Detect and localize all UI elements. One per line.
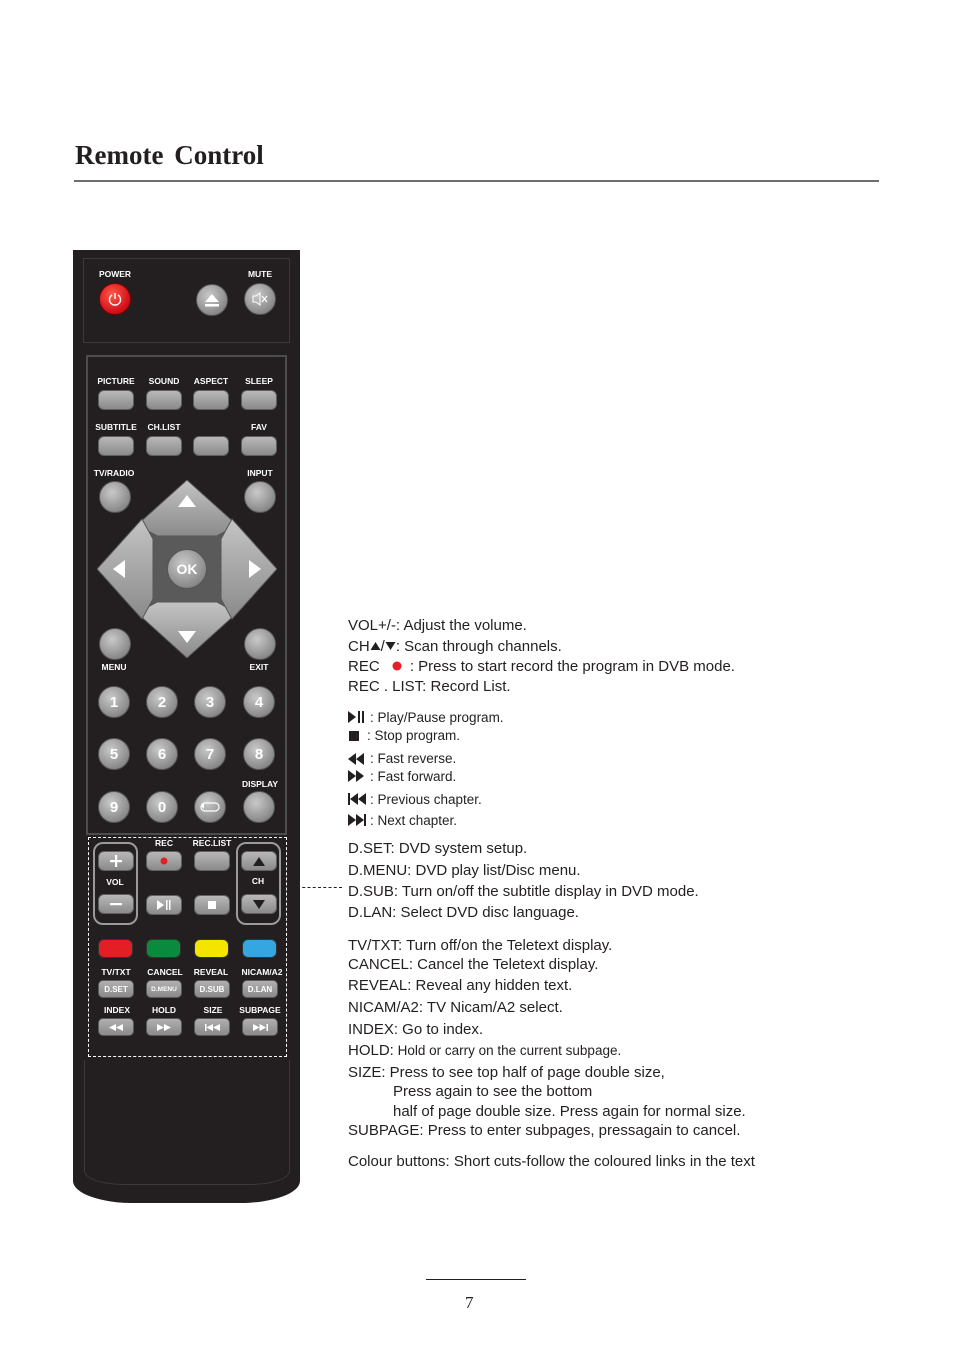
digit-7-button[interactable]: 7	[194, 738, 226, 770]
desc-ch: CH / : Scan through channels.	[348, 638, 562, 655]
mute-button[interactable]	[244, 283, 276, 315]
subpage-button[interactable]	[242, 1018, 278, 1036]
picture-button[interactable]	[98, 390, 134, 410]
desc-nicam: NICAM/A2: TV Nicam/A2 select.	[348, 999, 563, 1016]
index-button[interactable]	[98, 1018, 134, 1036]
desc-stop: : Stop program.	[367, 728, 461, 743]
power-label: POWER	[98, 269, 132, 279]
desc-fast-reverse: : Fast reverse.	[370, 751, 457, 766]
fav-label: FAV	[251, 422, 267, 432]
eject-icon	[204, 293, 220, 307]
size-button[interactable]	[194, 1018, 230, 1036]
next-chapter-icon	[348, 814, 366, 826]
eject-button[interactable]	[196, 284, 228, 316]
ch-list-label: CH.LIST	[147, 422, 181, 432]
desc-size-line2: Press again to see the bottom	[393, 1083, 593, 1100]
recall-button[interactable]	[194, 791, 226, 823]
yellow-button[interactable]	[194, 939, 229, 958]
sound-label: SOUND	[148, 376, 180, 386]
power-button[interactable]	[99, 283, 131, 315]
rec-label: REC	[155, 838, 173, 848]
vol-down-button[interactable]	[98, 894, 134, 914]
desc-d-set: D.SET: DVD system setup.	[348, 840, 528, 857]
vol-up-button[interactable]	[98, 851, 134, 871]
desc-size-line3: half of page double size. Press again for normal size.	[393, 1103, 746, 1120]
minus-icon	[110, 902, 122, 906]
exit-label: EXIT	[249, 662, 269, 672]
digit-5-button[interactable]: 5	[98, 738, 130, 770]
exit-button[interactable]	[244, 628, 276, 660]
subtitle-button[interactable]	[98, 436, 134, 456]
subpage-label: SUBPAGE	[239, 1005, 281, 1015]
desc-ch-prefix: CH	[348, 638, 370, 655]
ch-up-icon	[253, 857, 265, 866]
d-lan-button[interactable]: D.LAN	[242, 980, 278, 998]
d-sub-button[interactable]: D.SUB	[194, 980, 230, 998]
ch-down-icon	[253, 900, 265, 909]
previous-chapter-icon	[205, 1024, 220, 1031]
previous-chapter-icon	[348, 793, 366, 805]
red-button[interactable]	[98, 939, 133, 958]
blue-button[interactable]	[242, 939, 277, 958]
stop-icon	[349, 731, 359, 741]
display-button[interactable]	[243, 791, 275, 823]
green-button[interactable]	[146, 939, 181, 958]
digit-6-button[interactable]: 6	[146, 738, 178, 770]
plus-icon	[110, 855, 122, 867]
desc-cancel: CANCEL: Cancel the Teletext display.	[348, 956, 599, 973]
rec-list-label: REC.LIST	[192, 838, 232, 848]
nav-down-button[interactable]	[137, 602, 237, 658]
menu-label: MENU	[101, 662, 127, 672]
recall-icon	[199, 801, 221, 813]
desc-rec-text: : Press to start record the program in DVB mode.	[409, 658, 735, 675]
play-pause-button[interactable]	[146, 895, 182, 915]
desc-ch-text: : Scan through channels.	[395, 638, 562, 655]
ch-down-button[interactable]	[241, 894, 277, 914]
fast-forward-icon	[157, 1024, 171, 1031]
hold-button[interactable]	[146, 1018, 182, 1036]
reveal-label: REVEAL	[193, 967, 229, 977]
stop-button[interactable]	[194, 895, 230, 915]
desc-tv-txt: TV/TXT: Turn off/on the Teletext display.	[348, 937, 613, 954]
fast-reverse-icon	[348, 753, 365, 765]
power-icon	[107, 291, 123, 307]
mute-label: MUTE	[247, 269, 273, 279]
desc-rec-list: REC . LIST: Record List.	[348, 678, 511, 695]
tv-txt-label: TV/TXT	[101, 967, 131, 977]
nicam-label: NICAM/A2	[241, 967, 283, 977]
record-dot-icon	[384, 660, 410, 672]
page-number: 7	[465, 1293, 474, 1312]
desc-colour-buttons: Colour buttons: Short cuts-follow the coloured links in the text	[348, 1153, 755, 1170]
desc-hold-prefix: HOLD:	[348, 1042, 394, 1059]
d-menu-button[interactable]: D.MENU	[146, 980, 182, 998]
desc-previous-chapter: : Previous chapter.	[370, 792, 482, 807]
desc-reveal: REVEAL: Reveal any hidden text.	[348, 977, 573, 994]
aspect-button[interactable]	[193, 390, 229, 410]
page-title: Remote Control	[75, 140, 264, 170]
desc-size-line1: SIZE: Press to see top half of page double size,	[348, 1064, 665, 1081]
rec-button[interactable]	[146, 851, 182, 871]
blank-function-button[interactable]	[193, 436, 229, 456]
record-dot-icon	[160, 857, 168, 865]
sleep-label: SLEEP	[245, 376, 273, 386]
menu-button[interactable]	[99, 628, 131, 660]
desc-fast-forward: : Fast forward.	[370, 769, 457, 784]
ok-button[interactable]: OK	[167, 549, 207, 589]
next-chapter-icon	[253, 1024, 268, 1031]
vol-label: VOL	[106, 877, 124, 887]
page-number-rule	[426, 1279, 526, 1280]
ch-up-button[interactable]	[241, 851, 277, 871]
digit-1-button[interactable]: 1	[98, 686, 130, 718]
desc-play-pause: : Play/Pause program.	[370, 710, 504, 725]
mute-icon	[252, 292, 268, 306]
rec-list-button[interactable]	[194, 851, 230, 871]
subtitle-label: SUBTITLE	[95, 422, 137, 432]
fast-forward-icon	[348, 770, 365, 782]
desc-vol: VOL+/-: Adjust the volume.	[348, 617, 527, 634]
aspect-label: ASPECT	[193, 376, 229, 386]
ch-up-small-icon	[370, 641, 381, 651]
tv-radio-label: TV/RADIO	[93, 468, 135, 478]
digit-4-button[interactable]: 4	[243, 686, 275, 718]
sleep-button[interactable]	[241, 390, 277, 410]
desc-index: INDEX: Go to index.	[348, 1021, 484, 1038]
desc-d-sub: D.SUB: Turn on/off the subtitle display in DVD mode.	[348, 883, 699, 900]
desc-d-menu: D.MENU: DVD play list/Disc menu.	[348, 862, 581, 879]
remote-bottom-section	[84, 1060, 290, 1185]
desc-d-lan: D.LAN: Select DVD disc language.	[348, 904, 579, 921]
stop-icon	[208, 901, 216, 909]
cancel-label: CANCEL	[147, 967, 183, 977]
callout-leader-line	[297, 887, 342, 888]
index-label: INDEX	[104, 1005, 130, 1015]
hold-label: HOLD	[151, 1005, 177, 1015]
play-pause-icon	[157, 900, 171, 910]
digit-3-button[interactable]: 3	[194, 686, 226, 718]
input-label: INPUT	[247, 468, 273, 478]
desc-hold	[348, 1042, 621, 1059]
fav-button[interactable]	[241, 436, 277, 456]
picture-label: PICTURE	[97, 376, 135, 386]
desc-rec	[348, 658, 735, 675]
digit-0-button[interactable]: 0	[146, 791, 178, 823]
nav-up-button[interactable]	[137, 480, 237, 536]
sound-button[interactable]	[146, 390, 182, 410]
ch-down-small-icon	[385, 641, 396, 651]
display-label: DISPLAY	[241, 779, 279, 789]
digit-8-button[interactable]: 8	[243, 738, 275, 770]
ch-label: CH	[251, 876, 265, 886]
desc-rec-prefix: REC	[348, 658, 380, 675]
digit-9-button[interactable]: 9	[98, 791, 130, 823]
play-pause-icon	[348, 711, 365, 723]
rewind-icon	[109, 1024, 123, 1031]
ch-list-button[interactable]	[146, 436, 182, 456]
digit-2-button[interactable]: 2	[146, 686, 178, 718]
d-set-button[interactable]: D.SET	[98, 980, 134, 998]
desc-next-chapter: : Next chapter.	[370, 813, 458, 828]
size-label: SIZE	[203, 1005, 223, 1015]
desc-subpage: SUBPAGE: Press to enter subpages, pressagain to cancel.	[348, 1122, 741, 1139]
desc-hold-text: Hold or carry on the current subpage.	[393, 1043, 622, 1058]
title-divider	[74, 180, 879, 182]
